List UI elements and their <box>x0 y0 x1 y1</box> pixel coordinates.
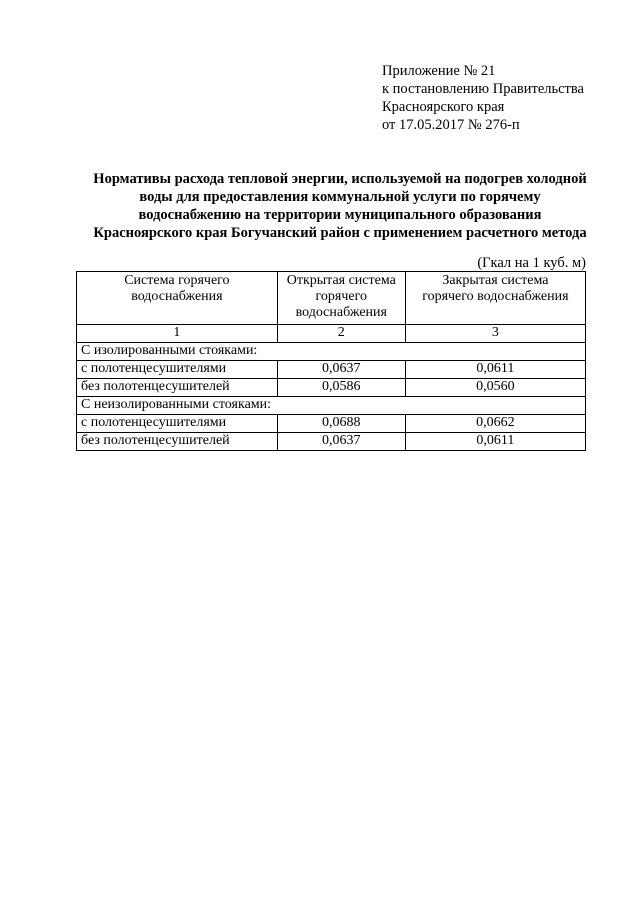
header-row <box>77 272 586 325</box>
header-line: горячего <box>315 289 368 304</box>
row-name: с полотенцесушителями <box>77 361 278 379</box>
table-row <box>77 379 586 397</box>
title-line: водоснабжению на территории муниципального образования <box>138 207 542 223</box>
table-row <box>77 361 586 379</box>
open-value: 0,0637 <box>277 361 405 379</box>
row-name: без полотенцесушителей <box>77 433 278 451</box>
header-line: горячего водоснабжения <box>422 289 569 304</box>
closed-value: 0,0611 <box>405 433 585 451</box>
table-row <box>77 433 586 451</box>
row-name: с полотенцесушителями <box>77 415 278 433</box>
header-cell-system <box>77 272 278 325</box>
title-line: Красноярского края Богучанский район с применением расчетного метода <box>93 225 587 241</box>
column-number-row <box>77 325 586 343</box>
appendix-line: к постановлению Правительства <box>382 81 584 97</box>
column-number: 1 <box>77 325 278 343</box>
open-value: 0,0586 <box>277 379 405 397</box>
header-line: Открытая система <box>286 273 396 288</box>
row-name: без полотенцесушителей <box>77 379 278 397</box>
unit-label: (Гкал на 1 куб. м) <box>477 255 586 271</box>
title-line: воды для предоставления коммунальной услуги по горячему <box>139 189 541 205</box>
header-line: Система горячего <box>124 273 230 288</box>
appendix-line: Красноярского края <box>382 99 505 115</box>
norms-table <box>76 271 586 451</box>
title-line: Нормативы расхода тепловой энергии, используемой на подогрев холодной <box>93 171 587 187</box>
header-cell-open <box>277 272 405 325</box>
closed-value: 0,0662 <box>405 415 585 433</box>
table-row <box>77 415 586 433</box>
group-label: С изолированными стояками: <box>77 343 586 361</box>
header-line: Закрытая система <box>442 273 549 288</box>
column-number: 2 <box>277 325 405 343</box>
group-label: С неизолированными стояками: <box>77 397 586 415</box>
header-line: водоснабжения <box>131 289 223 304</box>
closed-value: 0,0560 <box>405 379 585 397</box>
header-cell-closed <box>405 272 585 325</box>
group-row <box>77 397 586 415</box>
group-row <box>77 343 586 361</box>
appendix-line: от 17.05.2017 № 276-п <box>382 117 520 133</box>
header-line: водоснабжения <box>295 305 387 320</box>
open-value: 0,0688 <box>277 415 405 433</box>
column-number: 3 <box>405 325 585 343</box>
open-value: 0,0637 <box>277 433 405 451</box>
closed-value: 0,0611 <box>405 361 585 379</box>
appendix-line: Приложение № 21 <box>382 63 496 79</box>
document-title <box>60 170 620 242</box>
appendix-block <box>382 62 584 134</box>
